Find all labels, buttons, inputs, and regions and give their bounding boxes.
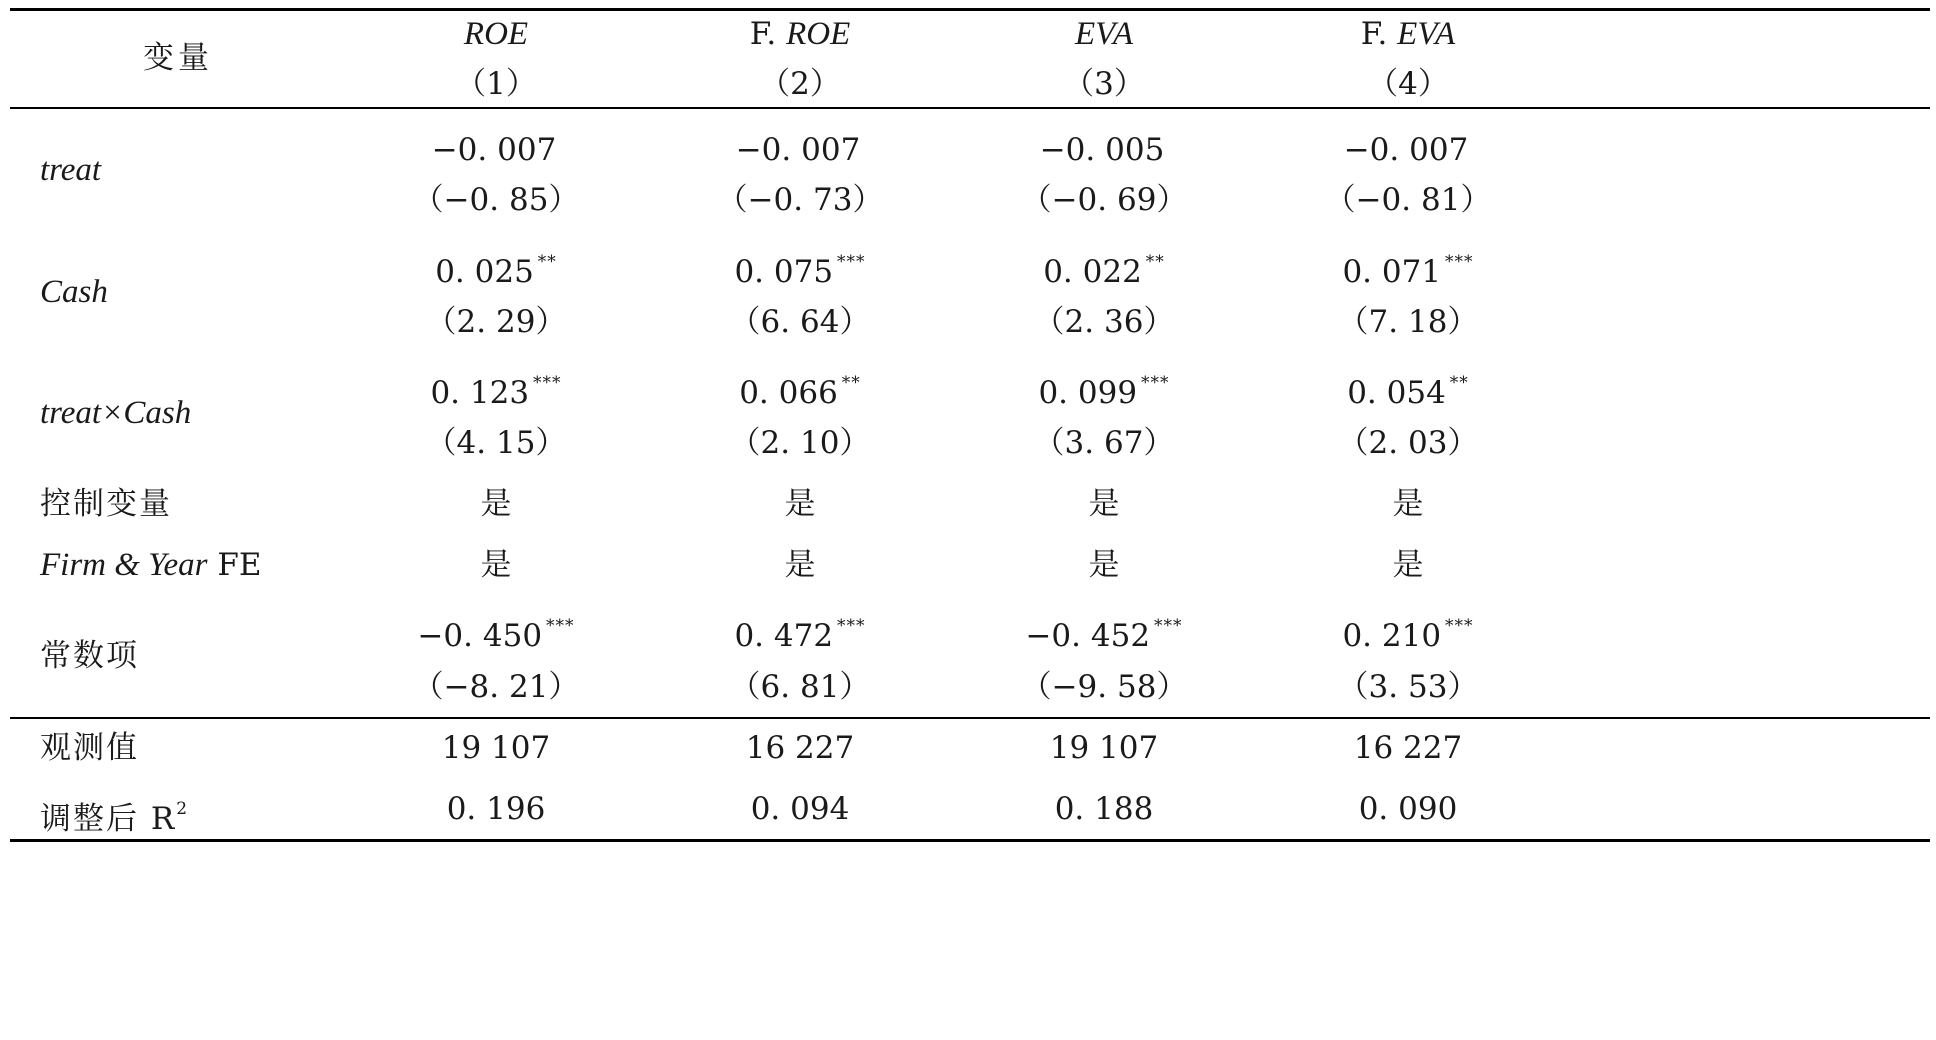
treat-t-2: （−0. 73） (716, 182, 884, 218)
constant-coef-2: 0. 472 *** (734, 616, 866, 654)
interaction-t-4: （2. 03） (1337, 425, 1479, 461)
adj-r2-value-1: 0. 196 (446, 791, 546, 827)
cash-coef-1: 0. 025 ** (435, 252, 557, 290)
row-label-adj-r2: 调整后 $R^2$ (40, 799, 188, 837)
interaction-coef-1: 0. 123 *** (430, 373, 562, 411)
observations-value-2: 16 227 (745, 730, 855, 766)
header-col4-number: （4） (1367, 66, 1449, 102)
top-rule (10, 8, 1930, 11)
cash-coef-2: 0. 075 *** (734, 252, 866, 290)
adj-r2-value-3: 0. 188 (1054, 791, 1154, 827)
observations-value-3: 19 107 (1049, 730, 1159, 766)
row-label-constant: 常数项 (40, 638, 139, 674)
row-label-observations: 观测值 (40, 730, 139, 766)
cash-t-2: （6. 64） (729, 304, 871, 340)
fe-value-1: 是 (480, 547, 512, 583)
treat-t-3: （−0. 69） (1020, 182, 1188, 218)
header-variable-label: 变量 (143, 40, 213, 76)
fe-value-3: 是 (1088, 547, 1120, 583)
controls-value-3: 是 (1088, 486, 1120, 522)
body-rule (10, 717, 1930, 719)
controls-value-1: 是 (480, 486, 512, 522)
header-rule (10, 107, 1930, 109)
constant-t-2: （6. 81） (729, 669, 871, 705)
treat-coef-2: −0. 007 (735, 132, 861, 168)
row-label-interaction: treat×Cash (40, 395, 192, 431)
observations-value-1: 19 107 (441, 730, 551, 766)
interaction-coef-2: 0. 066 ** (739, 373, 861, 411)
interaction-t-2: （2. 10） (729, 425, 871, 461)
fe-value-2: 是 (784, 547, 816, 583)
fe-value-4: 是 (1392, 547, 1424, 583)
header-col1-number: （1） (455, 66, 537, 102)
cash-coef-4: 0. 071 *** (1342, 252, 1474, 290)
row-label-cash: Cash (40, 274, 108, 310)
row-label-controls: 控制变量 (40, 486, 172, 522)
treat-coef-4: −0. 007 (1343, 132, 1469, 168)
adj-r2-value-4: 0. 090 (1358, 791, 1458, 827)
interaction-coef-3: 0. 099 *** (1038, 373, 1170, 411)
controls-value-2: 是 (784, 486, 816, 522)
header-col3-number: （3） (1063, 66, 1145, 102)
constant-coef-4: 0. 210 *** (1342, 616, 1474, 654)
interaction-t-3: （3. 67） (1033, 425, 1175, 461)
constant-t-3: （−9. 58） (1020, 669, 1188, 705)
treat-t-4: （−0. 81） (1324, 182, 1492, 218)
cash-coef-3: 0. 022 ** (1043, 252, 1165, 290)
header-col2-number: （2） (759, 66, 841, 102)
controls-value-4: 是 (1392, 486, 1424, 522)
interaction-t-1: （4. 15） (425, 425, 567, 461)
constant-t-4: （3. 53） (1337, 669, 1479, 705)
treat-t-1: （−0. 85） (412, 182, 580, 218)
treat-coef-1: −0. 007 (431, 132, 557, 168)
header-col3-name: EVA (1074, 16, 1134, 52)
bottom-rule (10, 839, 1930, 842)
adj-r2-value-2: 0. 094 (750, 791, 850, 827)
constant-coef-1: −0. 450 *** (417, 616, 575, 654)
cash-t-3: （2. 36） (1033, 304, 1175, 340)
cash-t-4: （7. 18） (1337, 304, 1479, 340)
row-label-fixed-effects: Firm & Year FE (40, 547, 262, 583)
interaction-coef-4: 0. 054 ** (1347, 373, 1469, 411)
constant-t-1: （−8. 21） (412, 669, 580, 705)
treat-coef-3: −0. 005 (1039, 132, 1165, 168)
constant-coef-3: −0. 452 *** (1025, 616, 1183, 654)
observations-value-4: 16 227 (1353, 730, 1463, 766)
header-col2-name: F. ROE (749, 16, 851, 52)
header-col4-name: F. EVA (1360, 16, 1456, 52)
header-col1-name: ROE (463, 16, 529, 52)
cash-t-1: （2. 29） (425, 304, 567, 340)
row-label-treat: treat (40, 152, 102, 188)
